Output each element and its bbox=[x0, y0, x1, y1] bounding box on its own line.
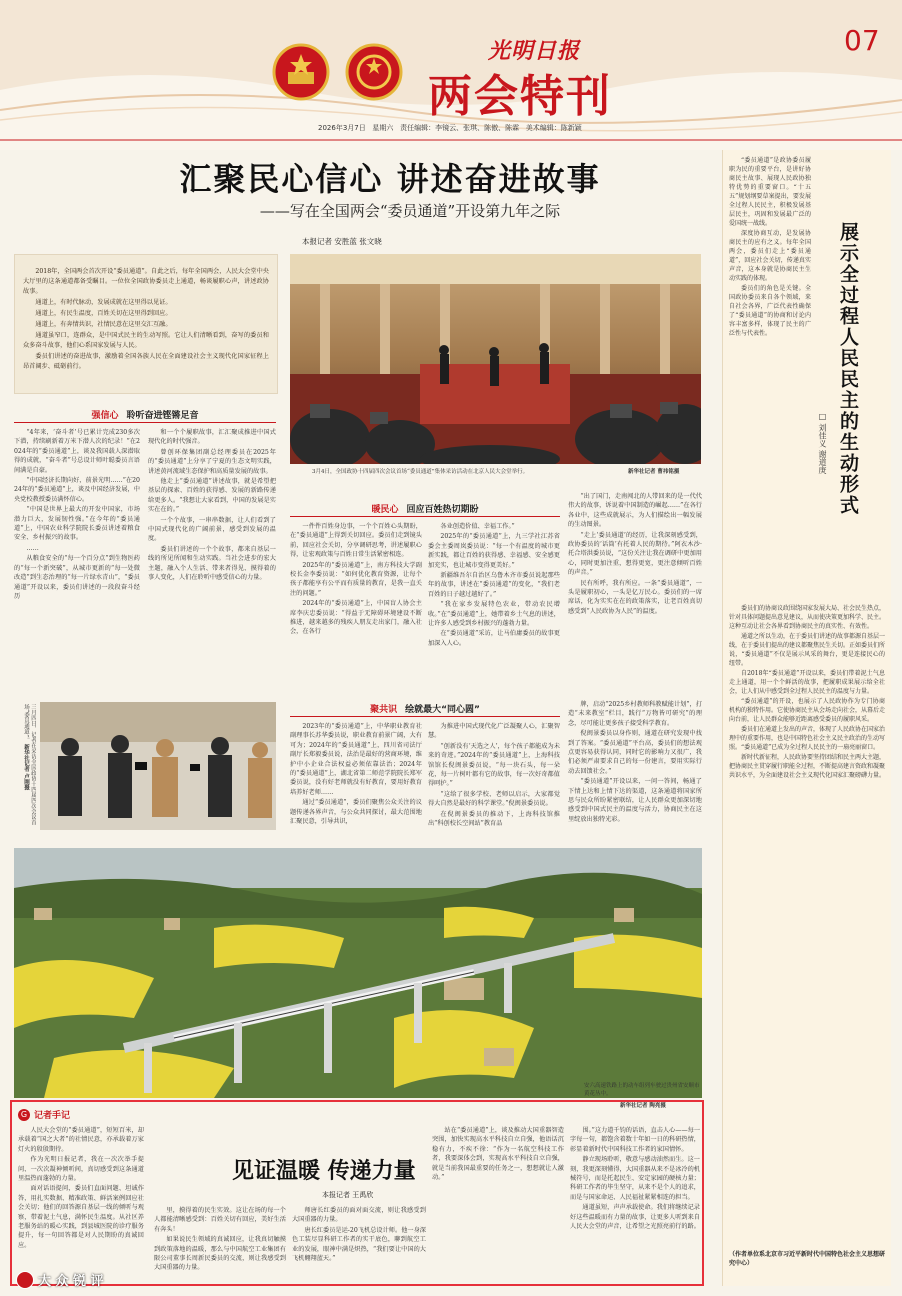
commentary-author: □ 刘佳义 谢道庚 bbox=[818, 412, 827, 475]
paragraph: 人民大会堂的“委员通道”，短短百米，却承载着“国之大者”的社情民意，亦承载着万家灯火的殷殷期待。 bbox=[18, 1127, 144, 1153]
paragraph: 倪闽景委员以身作则，通道在研究发现中找到了答案。“委员通道”平台高，委员们的想法观点更容易获得认同，同时它的影响力又很广，我们必须严肃要求自己的每一份建言，要用实际行动去回馈社会。” bbox=[568, 730, 702, 775]
main-photo bbox=[290, 254, 701, 464]
article-column bbox=[18, 1126, 144, 1282]
paragraph: “委员通道”开设以来，一问一答间，畅通了下情上达和上情下达的渠道，这条通道将国家所思与民众所盼紧密联结，让人民群众更加深切地感受到中国式民主的温度与活力，协商民主在这里绽放出独特光彩。 bbox=[568, 778, 702, 823]
section-heading: 回应百姓热切期盼 bbox=[406, 504, 479, 515]
paragraph: 委员们讲述的一个个故事，都来自基层一线的所见所闻和生动实践。当社会进步的宏大主题，融入个人生活、带来者得见、摸得着的事人变化，人们在聆听中感受信心的力量。 bbox=[148, 545, 276, 582]
article-column bbox=[428, 522, 560, 694]
paragraph: 面对话语提问，委员们直面问题、坦诚作答，用扎实数据、精准政策、鲜活案例回应社会关切；他们的回答源自基层一线的倾听与观察，带着泥土气息，满怀民生温度。从社区养老服务站的暖心实践，到县城医院的诊疗服务提升，每一句回答都是对人民期盼的真诚回应。 bbox=[18, 1185, 144, 1249]
intro-paragraph: 通道上，有时代脉动，发展成就在这里得以见证。 bbox=[35, 299, 172, 306]
intro-paragraph: 委员们讲述的奋进故事，激励着全国各族人民在全面建设社会主义现代化国家征程上昂首阔步、砥砺前行。 bbox=[23, 353, 269, 370]
headline-byline: 本报记者 安胜蓝 张文晓 bbox=[302, 237, 382, 246]
paragraph: 作为光明日报记者，我在一次次举手提问、一次次凝神倾听间，真切感受到这条通道里温热而蓬勃的力量。 bbox=[18, 1156, 144, 1183]
national-emblem bbox=[272, 42, 330, 102]
reporters-image bbox=[40, 702, 276, 830]
article-column bbox=[568, 492, 702, 694]
note-label-text: 记者手记 bbox=[34, 1111, 71, 1121]
reporter-note-label bbox=[18, 1108, 70, 1121]
cppcc-emblem bbox=[345, 42, 403, 102]
newspaper-name: 光明日报 bbox=[488, 38, 581, 64]
side-caption-text: 三月四日，记者在采访全国政协十四届四次会议首场“委员通道”。 bbox=[23, 704, 36, 825]
paragraph: 师唐长红委员的面对面交流，则让我感受到大国重器的力量。 bbox=[292, 1207, 426, 1224]
section-warm-hearts bbox=[290, 500, 560, 517]
paragraph: 站在“委员通道”上，谈及推动大国重器智造突围，加快实现高水平科技自立自强，他语话沉稳有力，不疾不徐：“作为一名航空科技工作者，我要深体会到，实现高水平科技自立自强，就是当前我国最重要的任务之一，想想就让人激动。” bbox=[432, 1127, 564, 1182]
paragraph: 委员们的角色是关键。全国政协委员来自各个领域，来自社会各界，广泛代表性确保了“委员通道”的协商和讨论内容丰富多样，体现了民主的广泛性与代表性。 bbox=[729, 285, 811, 337]
intro-paragraph: 通道虽窄口，连群众，是中国式民主的生动写照。它让人们清晰看到，奋写的委员和众多奋斗故事，他们心系国家发展与人民。 bbox=[23, 332, 269, 349]
section-consensus bbox=[290, 700, 560, 717]
header-meta bbox=[318, 123, 582, 133]
paragraph: 民有所呼，我有所应。一条“委员通道”，一头是履职初心，一头是亿万民心。委员们的一席席话，化为实实在在的政策落实，让老百姓真切感受到“人民政协为人民”的温度。 bbox=[568, 579, 702, 615]
article-column bbox=[154, 1206, 286, 1282]
reporter-note-byline: 本报记者 王禹欣 bbox=[322, 1191, 374, 1199]
note-icon: G bbox=[18, 1109, 30, 1121]
paragraph: 他走上“委员通道”讲述故事，就是希望把基层的探索、百姓的获得感、发展的新路传递给更多人。“我想让大家看到，中国的发展是实实在在的。” bbox=[148, 478, 276, 514]
paragraph: “中国是世界上最大的开发中国家，市场潜力巨大，发展韧性强。”在今年的“委员通道”上，中国农业科学院院长委员讲述着粮食安全、乡村振兴的故事。 bbox=[14, 506, 140, 542]
commentary-sidebar bbox=[722, 150, 891, 1286]
paragraph: 2025年的“委员通道”上，南方科技大学副校长金李委员说：“如何优化教育资源，让每个孩子都能享有公平而有质量的教育，是我一直关注的问题。” bbox=[290, 561, 422, 597]
paragraph: 静立现场聆听，敬意与感动油然而生。这一刻，我更深刻懂得，大国重器从来不是冰冷的机械符号，而是托起民生、安定家园的硬核力量；科研工作者的毕生坚守，从来不是个人的追求，而是与国家命运、人民福祉紧紧相连的担当。 bbox=[570, 1156, 700, 1201]
paragraph: “出了国门，走南闯北的人带回来的是一代代伟大的故事，诉说着中国制造的崛起……”在各行各业中，这些成就展示，为人们描绘出一幅发展的生动图景。 bbox=[568, 493, 702, 529]
reporter-note-title: 见证温暖 传递力量 bbox=[232, 1159, 416, 1184]
paragraph: “这给了很多学校、老师以启示，大家都觉得大自然是最好的科学课堂。”倪闽景委员说。 bbox=[428, 790, 560, 808]
main-photo-caption bbox=[312, 468, 592, 476]
paragraph: 通过“委员通道”，委员们聚焦公众关注的议题传递各界声音，与公众共同探讨，最大范围地汇聚民意，引导共识， bbox=[290, 799, 422, 826]
paragraph: 通道之所以生动，在于委员们讲述的故事都源自基层一线，在于委员们提出的建议都聚焦民生关切。正如委员们所说，“委员通道”不仅是展示风采的舞台，更是连接民心的纽带。 bbox=[729, 633, 885, 667]
train-photo-caption bbox=[584, 1082, 702, 1098]
reporter-note-box bbox=[10, 1100, 704, 1286]
paragraph: “4年来，‘奋斗者’号已累计完成230多次下潜，持续刷新着万米下潜人次的纪录！”在2024年的“委员通道”上，谈及我国载人深潜取得的成就，“奋斗者”号总设计师叶聪委员言语间满是自豪。 bbox=[14, 429, 140, 474]
paragraph: 里，摸得着的民生实效。这让在场的每一个人都能清晰感受到：百姓关切有回应，美好生活有奔头！ bbox=[154, 1207, 286, 1233]
masthead bbox=[0, 0, 902, 150]
paragraph: “走上‘委员通道’的经历，让我深刻感受到，政协委员的‘话筒’有托着人民的期待。”阿衣木沙·托合塔洪委员说，“这份关注让我在调研中更加用心，同时更加注重，想得更宽，更注意倾听百姓的声音。” bbox=[568, 531, 702, 577]
paragraph: 曾创环保集团副总经理委员在2025年的“委员通道”上分享了宁夏的生态文明实践，讲述黄河流域生态保护和高质量发展的故事。 bbox=[148, 448, 276, 475]
intro-paragraph: 2018年，全国两会首次开设“委员通道”。自此之后，每年全国两会，人民大会堂中央大厅里的这条通道都备受瞩目。一位位全国政协委员走上通道，畅谈履职心声，讲述政协故事。 bbox=[23, 268, 269, 295]
commentary-text-top bbox=[729, 156, 811, 600]
commentary-title: 展示全过程人民民主的生动形式 bbox=[837, 222, 859, 516]
paragraph: 在“委员通道”采访，让马伯庸委员的故事更加深入人心。 bbox=[428, 630, 560, 647]
intro-box bbox=[14, 254, 278, 394]
paragraph: 2023年的“委员通道”上，中华职业教育社副理事长苏华委员说，职业教育前景广阔，大有可为；2024年的“委员通道”上，四川省司法厅副厅长郑毅委员说，法治是最好的营商环境，维护中小企业合法权益必须依靠法治；2024年的“委员通道”上，湖北省第二师范学院院长郑军委员说，没有好老师就没有好教育，要用好教育培养好老师…… bbox=[290, 723, 422, 796]
paragraph: 一件件百姓身边事，一个个百姓心头期盼，在“委员通道”上得到关切回应。委员们走到镜头前，回应社会关切，分享调研思考，讲述履职心得，让宏观政策与百姓日常生活紧密相连。 bbox=[290, 523, 422, 559]
paragraph: 从粮食安全的“每一个百分点”到生物医药的“每一个新突破”，从城市更新的“每一处微改造”到生态治理的“每一片绿水青山”，“委员通道”开设以来，委员们讲述的一段段奋斗经历 bbox=[14, 555, 140, 600]
paragraph: 为推进中国式现代化广泛凝聚人心，汇聚智慧。 bbox=[428, 723, 560, 740]
paragraph: 2025年的“委员通道”上，九三学社江苏省委会主委周岚委员说：“每一个有温度的城市更新实践，都让百姓的获得感、幸福感、安全感更加充实，也让城市变得更美好。” bbox=[428, 533, 560, 569]
issue-weekday: 星期六 bbox=[372, 124, 394, 132]
headline-title: 汇聚民心信心 讲述奋进故事 bbox=[179, 160, 601, 198]
paragraph: 深度协商互动，是发展协商民主的应有之义。每年全国两会，委员们走上“委员通道”，回应社会关切，传递真实声音，这本身就是协商民主生动实践的体现。 bbox=[729, 230, 811, 282]
paragraph: 唐长红委员是运-20飞机总设计师。他一身深色工装尽显科研工作者的实干底色，聊到航空工业的发展，眼神中满是炽热，“我们要让中国的大飞机翱翔蓝天。” bbox=[292, 1226, 426, 1263]
article-column bbox=[570, 1126, 700, 1282]
main-caption-text: 3月4日，全国政协十四届四次会议首场“委员通道”集体采访活动在北京人民大会堂举行。 bbox=[312, 469, 529, 475]
paragraph: “中国经济长期向好，前景光明……”在2024年的“委员通道”上，谈及中国经济发展，中央党校教授委员满怀信心。 bbox=[14, 477, 140, 503]
watermark-text: 大 众 锐 评 bbox=[38, 1274, 104, 1289]
paragraph: 通道虽短，声声承载使命。我们将继续记录好这些温暖而有力量的故事，让更多人听到来自人民大会堂的声音，让希望之光照亮前行的路。 bbox=[570, 1204, 700, 1231]
intro-paragraph: 通道上，有奔情共识，社情民意在这里交汇互融。 bbox=[35, 321, 172, 328]
press-conference-image bbox=[290, 254, 701, 464]
paragraph: “我在家乡发展特色农业，带动农民增收。”在“委员通道”上，她带着乡土气息的讲述，让许多人感受到乡村振兴的蓬勃力量。 bbox=[428, 601, 560, 628]
article-column bbox=[14, 428, 140, 698]
paragraph: 如果说民生领域的真诚回应，让我真切触摸到政策落地的温暖，那么与中国航空工业集团有限公司董事长周新民委员的交流，则让我感受到大国重器的力量。 bbox=[154, 1236, 286, 1272]
section-title: 两会特刊 bbox=[428, 71, 612, 122]
article-column bbox=[290, 522, 422, 694]
paragraph: 牌，启动“2025乡村教师科教赋能计划”，打造“未来教室”栏目，践行“万物皆可研究”的理念，尽可能让更多孩子接受科学教育。 bbox=[568, 701, 702, 727]
high-speed-train-image bbox=[14, 848, 702, 1098]
article-column bbox=[568, 700, 702, 842]
responsible-editors: 责任编辑：李镜云、张琪、陈傲、陈霖 bbox=[400, 124, 520, 132]
train-photo-credit: 新华社记者 陶亮摄 bbox=[620, 1103, 666, 1109]
paragraph: 2024年的“委员通道”上，中国盲人协会主席李庆忠委员说：“得益于无障碍环境建设不断推进，越来越多的残疾人朋友走出家门，融入社会，在各行 bbox=[290, 600, 422, 636]
train-caption-text: 安六高速铁路上的动车组列车驶过贵州省安顺市黄花丛中。 bbox=[584, 1083, 700, 1097]
paragraph: 自2018年“委员通道”开设以来，委员们带着泥土气息走上通道，用一个个鲜活的故事，把履职成果展示给全社会，让人们从中感受到全过程人民民主的温度与力量。 bbox=[729, 670, 885, 695]
paragraph: 在倪闽景委员的推动下，上海科技馆推出“科创校长空间站”教育品 bbox=[428, 810, 560, 828]
headline-subtitle: ——写在全国两会“委员通道”开设第九年之际 bbox=[259, 202, 561, 220]
commentary-footnote: （作者单位系北京市习近平新时代中国特色社会主义思想研究中心） bbox=[729, 1251, 886, 1267]
intro-paragraph: 通道上，有民生温度，百姓关切在这里得到回应。 bbox=[35, 310, 172, 317]
paragraph: 委员们的协商议政围绕国家发展大局、社会民生热点，针对具体问题提出意见建议，从而使决策更加科学、民主。这种互动让社会各界看到协商民主的真实性、有效性。 bbox=[729, 605, 885, 630]
paragraph: 新时代新征程，人民政协要坚持团结和民主两大主题，把协商民主贯穿履行职能全过程，不断提高建言资政和凝聚共识水平，为全面建设社会主义现代化国家汇聚磅礴力量。 bbox=[729, 754, 885, 779]
side-photo-caption bbox=[14, 704, 36, 828]
article-column bbox=[292, 1206, 426, 1282]
page-number: 07 bbox=[844, 24, 880, 57]
main-photo-credit: 新华社记者 曹祎铭摄 bbox=[628, 469, 680, 475]
paragraph: 各业创造价值、幸福工作。” bbox=[440, 523, 515, 530]
section-strong-confidence bbox=[14, 406, 276, 423]
section-heading: 绘就最大“同心圆” bbox=[405, 704, 480, 715]
paragraph: 和一个个履职故事，汇汇聚成推进中国式现代化的时代强音。 bbox=[148, 429, 276, 446]
watermark-logo-icon bbox=[16, 1271, 34, 1289]
paragraph: 一个个故事，一串串数据，让人们看到了中国式现代化的广阔前景，感受到发展的温度。 bbox=[148, 516, 276, 543]
paragraph: “委员通道”是政协委员履职为民的重要平台，是讲好协商民主故事、展现人民政协独特优势的重要窗口。“十五五”规划纲要草案提出，要发展全过程人民民主，积极发展基层民主，巩固和发展最广泛的爱国统一战线。 bbox=[729, 157, 811, 227]
reporters-photo bbox=[40, 702, 276, 830]
commentary-text bbox=[729, 604, 885, 1244]
article-column bbox=[432, 1126, 564, 1282]
article-column bbox=[290, 722, 422, 842]
paragraph: 新疆维吾尔自治区乌鲁木齐市委员说起那些年的故事，讲述在“委员通道”的变化，“我们老百姓的日子越过越好了。” bbox=[428, 572, 560, 598]
paragraph: 委员们在通道上发出的声音，体现了人民政协在国家治理中的重要作用，也是中国特色社会主义民主政治的生动写照。“委员通道”已成为全过程人民民主的一扇亮丽窗口。 bbox=[729, 726, 885, 751]
side-caption-credit: 新华社记者 卢刚摄 bbox=[23, 744, 29, 791]
paragraph: …… bbox=[26, 544, 39, 552]
section-tag: 聚共识 bbox=[370, 704, 398, 715]
section-tag: 强信心 bbox=[91, 410, 119, 421]
section-tag: 暖民心 bbox=[371, 504, 399, 515]
watermark bbox=[16, 1270, 104, 1289]
paragraph: 围。”这力道千钧的话语，直击人心——每一字每一句，都饱含着数十年如一日的科研热情，彰显着新时代中国科技工作者的家国情怀。 bbox=[570, 1127, 700, 1153]
intro-text bbox=[23, 267, 269, 389]
section-heading: 聆听奋进铿锵足音 bbox=[126, 410, 199, 421]
issue-date: 2026年3月7日 bbox=[318, 124, 366, 132]
paragraph: “创新没有‘天选之人’，每个孩子都能成为未来的奇迹。”2024年的“委员通道”上，上海科技馆馆长倪闽景委员说，“每一块石头，每一朵花，每一片树叶都有它的故事，每一次好奇都值得呵护。” bbox=[428, 742, 560, 788]
art-editor: 美术编辑：陈新颖 bbox=[525, 124, 582, 132]
paragraph: “委员通道”的开设，也展示了人民政协作为专门协商机构的独特作用。它使协商民主从会场走向社会，从幕后走向台前，让人民群众能够近距离感受委员的履职风采。 bbox=[729, 698, 885, 723]
article-column bbox=[428, 722, 560, 842]
train-photo bbox=[14, 848, 702, 1098]
article-column bbox=[148, 428, 276, 698]
